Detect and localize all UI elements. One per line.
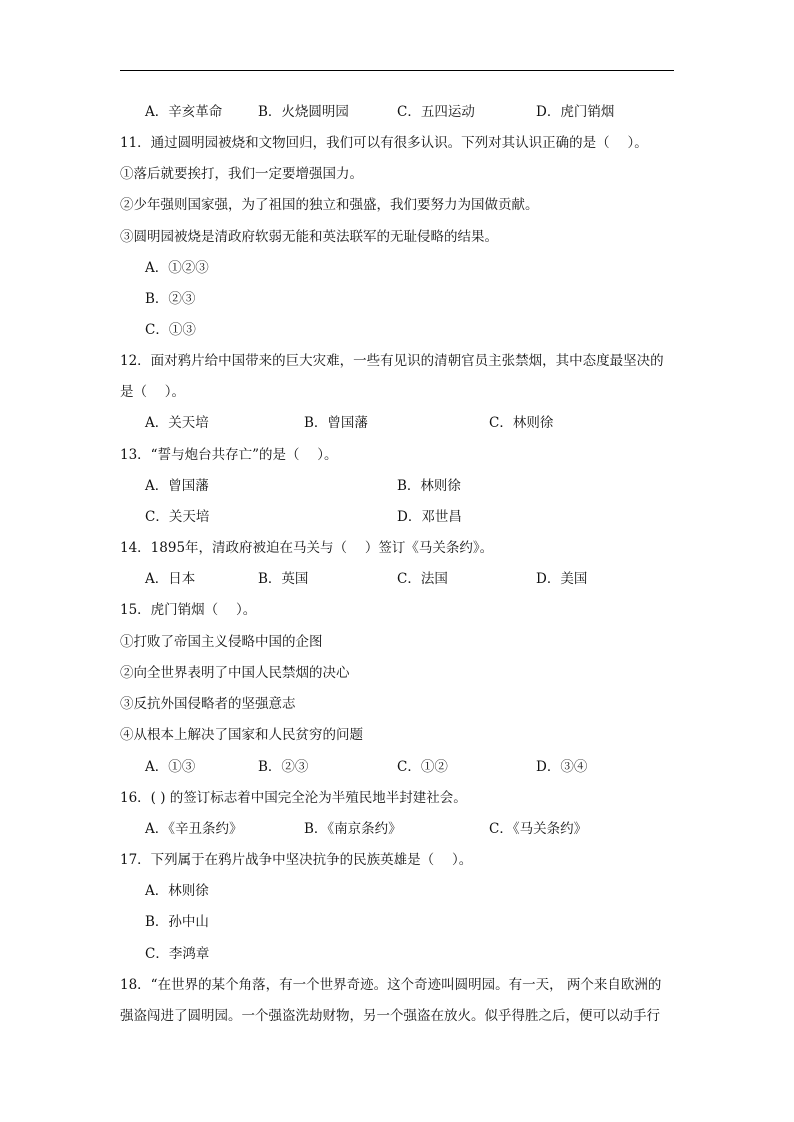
q14-option-a: A．日本 (145, 571, 196, 587)
q16-option-c: C．《马关条约》 (489, 821, 588, 837)
q14-option-c: C．法国 (397, 571, 448, 587)
q13-option-c: C．关天培 (145, 509, 210, 525)
q15-option-c: C．①② (397, 759, 448, 775)
header-rule (120, 70, 674, 71)
q11-option-b: B．②③ (145, 291, 196, 307)
q16-option-a: A．《辛丑条约》 (145, 821, 243, 837)
q17-option-c: C．李鸿章 (145, 946, 210, 962)
q17-option-b: B．孙中山 (145, 914, 209, 930)
q17-stem: 17．下列属于在鸦片战争中坚决抗争的民族英雄是（ ）。 (120, 852, 473, 868)
q10-option-b: B．火烧圆明园 (258, 104, 349, 120)
q12-option-a: A．关天培 (145, 415, 209, 431)
q15-option-a: A．①③ (145, 759, 196, 775)
q13-option-b: B．林则徐 (397, 478, 461, 494)
q18-line-1: 18．“在世界的某个角落，有一个世界奇迹。这个奇迹叫圆明园。有一天， 两个来自欧洲的 (120, 977, 662, 993)
q13-option-a: A．曾国藩 (145, 478, 209, 494)
q12-stem-line-1: 12．面对鸦片给中国带来的巨大灾难，一些有见识的清朝官员主张禁烟，其中态度最坚决的 (120, 353, 664, 369)
q11-statement-1: ①落后就要挨打，我们一定要增强国力。 (120, 166, 363, 182)
q11-statement-3: ③圆明园被烧是清政府软弱无能和英法联军的无耻侵略的结果。 (120, 229, 498, 245)
q14-option-d: D．美国 (536, 571, 588, 587)
q14-stem: 14．1895年，清政府被迫在马关与（ ）签订《马关条约》。 (120, 540, 494, 556)
q13-stem: 13．“誓与炮台共存亡”的是（ ）。 (120, 447, 338, 463)
q10-option-a: A．辛亥革命 (145, 104, 223, 120)
q11-statement-2: ②少年强则国家强，为了祖国的独立和强盛，我们要努力为国做贡献。 (120, 197, 539, 213)
q11-option-c: C．①③ (145, 322, 196, 338)
q12-option-c: C．林则徐 (489, 415, 554, 431)
q15-option-d: D．③④ (536, 759, 588, 775)
q14-option-b: B．英国 (258, 571, 309, 587)
q10-option-d: D．虎门销烟 (536, 104, 615, 120)
q15-statement-1: ①打败了帝国主义侵略中国的企图 (120, 634, 323, 650)
q17-option-a: A．林则徐 (145, 883, 209, 899)
q12-stem-line-2: 是（ ）。 (120, 384, 186, 400)
q15-stem: 15．虎门销烟（ ）。 (120, 602, 257, 618)
q15-statement-2: ②向全世界表明了中国人民禁烟的决心 (120, 665, 350, 681)
q15-statement-4: ④从根本上解决了国家和人民贫穷的问题 (120, 727, 363, 743)
q11-stem: 11．通过圆明园被烧和文物回归，我们可以有很多认识。下列对其认识正确的是（ ）。 (120, 135, 648, 151)
q15-option-b: B．②③ (258, 759, 309, 775)
q16-stem: 16．( ) 的签订标志着中国完全沦为半殖民地半封建社会。 (120, 790, 467, 806)
q16-option-b: B．《南京条约》 (304, 821, 402, 837)
q11-option-a: A．①②③ (145, 260, 209, 276)
q13-option-d: D．邓世昌 (397, 509, 462, 525)
q12-option-b: B．曾国藩 (304, 415, 368, 431)
q15-statement-3: ③反抗外国侵略者的坚强意志 (120, 696, 296, 712)
q18-line-2: 强盗闯进了圆明园。一个强盗洗劫财物，另一个强盗在放火。似乎得胜之后，便可以动手行 (120, 1008, 660, 1024)
q10-option-c: C．五四运动 (397, 104, 475, 120)
